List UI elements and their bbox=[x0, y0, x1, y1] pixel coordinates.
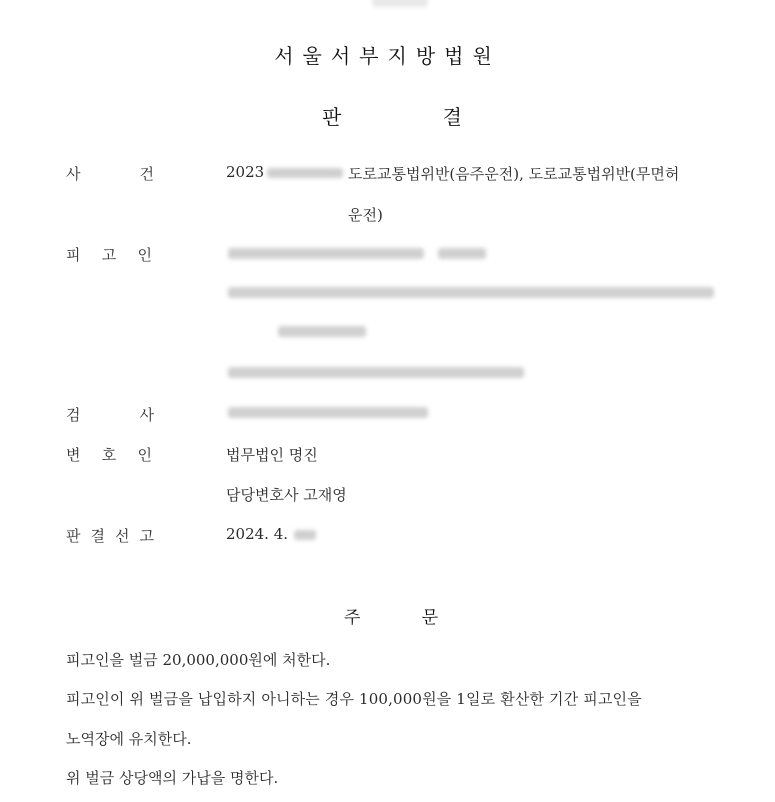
disposition-line: 피고인을 벌금 20,000,000원에 처한다. bbox=[66, 651, 331, 669]
defendant-label bbox=[66, 244, 152, 265]
document-type-char: 판 bbox=[322, 105, 342, 129]
case-number-redacted bbox=[267, 168, 343, 178]
label-char: 고 bbox=[139, 527, 154, 545]
defendant-address-redacted bbox=[228, 287, 714, 298]
heading-char: 문 bbox=[421, 608, 438, 628]
heading-char: 주 bbox=[344, 608, 361, 628]
label-char: 피 bbox=[66, 246, 81, 264]
document-type bbox=[322, 101, 462, 130]
case-label bbox=[66, 163, 154, 184]
counsel-firm: 법무법인 명진 bbox=[226, 446, 318, 464]
verdict-date bbox=[226, 525, 316, 543]
case-name-line1: 도로교통법위반(음주운전), 도로교통법위반(무면허 bbox=[348, 165, 680, 183]
disposition-line: 위 벌금 상당액의 가납을 명한다. bbox=[66, 769, 279, 787]
counsel-attorney: 담당변호사 고재영 bbox=[226, 486, 347, 504]
defendant-name-redacted bbox=[228, 248, 424, 259]
court-name: 서울서부지방법원 bbox=[274, 44, 501, 68]
label-char: 사 bbox=[66, 165, 81, 183]
counsel-label bbox=[66, 444, 152, 465]
disposition-line: 피고인이 위 벌금을 납입하지 아니하는 경우 100,000원을 1일로 환산한 기간 피고인을 bbox=[66, 690, 642, 708]
document-type-char: 결 bbox=[442, 105, 462, 129]
label-char: 변 bbox=[66, 446, 81, 464]
prosecutor-label bbox=[66, 404, 154, 425]
label-char: 검 bbox=[66, 406, 81, 424]
label-char: 선 bbox=[115, 527, 130, 545]
label-char: 건 bbox=[139, 165, 154, 183]
defendant-id-redacted bbox=[438, 248, 486, 259]
disposition-line: 노역장에 유치한다. bbox=[66, 730, 192, 748]
disposition-heading bbox=[344, 603, 438, 628]
defendant-address-cont-redacted bbox=[278, 326, 366, 337]
case-number-prefix: 2023 bbox=[226, 163, 265, 181]
case-name-line2: 운전) bbox=[348, 206, 383, 224]
verdict-date-value: 2024. 4. bbox=[226, 525, 289, 543]
label-char: 판 bbox=[66, 527, 81, 545]
label-char: 사 bbox=[139, 406, 154, 424]
label-char: 인 bbox=[137, 246, 152, 264]
verdict-date-label bbox=[66, 525, 154, 546]
prosecutor-name-redacted bbox=[228, 407, 428, 418]
verdict-day-redacted bbox=[294, 530, 316, 540]
defendant-registered-redacted bbox=[228, 367, 524, 378]
case-number bbox=[226, 163, 343, 181]
label-char: 호 bbox=[101, 446, 117, 464]
label-char: 고 bbox=[101, 246, 117, 264]
label-char: 결 bbox=[90, 527, 105, 545]
label-char: 인 bbox=[137, 446, 152, 464]
header-watermark-redacted bbox=[372, 0, 428, 7]
